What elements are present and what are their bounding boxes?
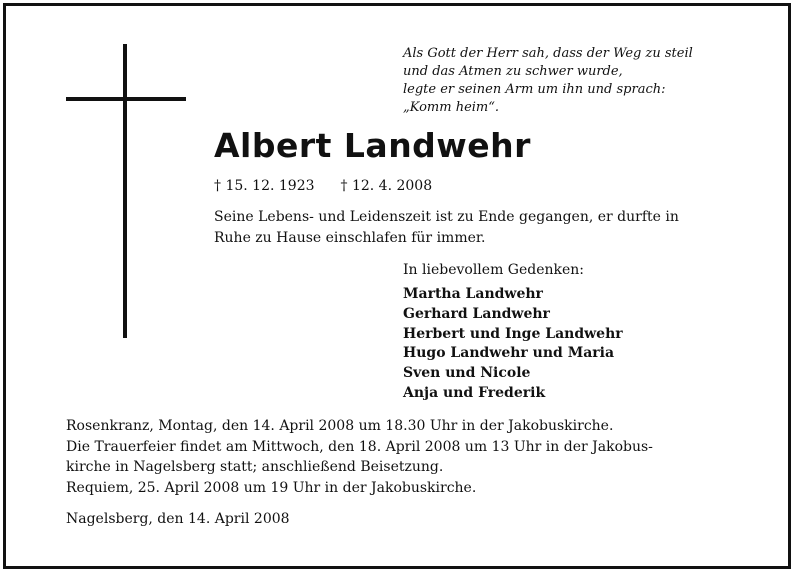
mourner: Anja und Frederik: [403, 384, 546, 401]
service-line: Rosenkranz, Montag, den 14. April 2008 um 18.30 Uhr in der Jakobuskirche.: [66, 418, 614, 434]
mourner: Martha Landwehr: [403, 286, 543, 302]
cross-horizontal-bar: [66, 97, 186, 101]
memory-label: In liebevollem Gedenken:: [403, 262, 585, 278]
mourner: Sven und Nicole: [403, 365, 531, 382]
life-dates: [214, 176, 432, 196]
mourner: Hugo Landwehr und Maria: [403, 345, 615, 362]
poem-line: legte er seinen Arm um ihn und sprach:: [403, 82, 666, 97]
cross-vertical-bar: [123, 44, 127, 338]
lede-line: Ruhe zu Hause einschlafen für immer.: [214, 230, 486, 246]
poem-line: Als Gott der Herr sah, dass der Weg zu steil: [403, 46, 693, 61]
poem-line: und das Atmen zu schwer wurde,: [403, 64, 623, 79]
service-details: [66, 416, 766, 498]
mourner: Gerhard Landwehr: [403, 305, 550, 322]
mourner: Herbert und Inge Landwehr: [403, 325, 623, 342]
service-line: kirche in Nagelsberg statt; anschließend Beisetzung.: [66, 459, 444, 475]
lede-text: [214, 207, 754, 249]
lede-line: Seine Lebens- und Leidenszeit ist zu Ende gegangen, er durfte in: [214, 209, 679, 225]
mourners-list: [403, 285, 623, 404]
service-line: Requiem, 25. April 2008 um 19 Uhr in der Jakobuskirche.: [66, 479, 477, 496]
poem-line: „Komm heim“.: [403, 100, 500, 115]
service-line: Die Trauerfeier findet am Mittwoch, den 18. April 2008 um 13 Uhr in der Jakobus-: [66, 438, 653, 455]
place-and-date: Nagelsberg, den 14. April 2008: [66, 511, 290, 527]
birth-date: † 15. 12. 1923: [214, 178, 315, 194]
deceased-name: Albert Landwehr: [214, 126, 531, 165]
death-date: † 12. 4. 2008: [340, 178, 433, 194]
poem: [403, 45, 743, 117]
